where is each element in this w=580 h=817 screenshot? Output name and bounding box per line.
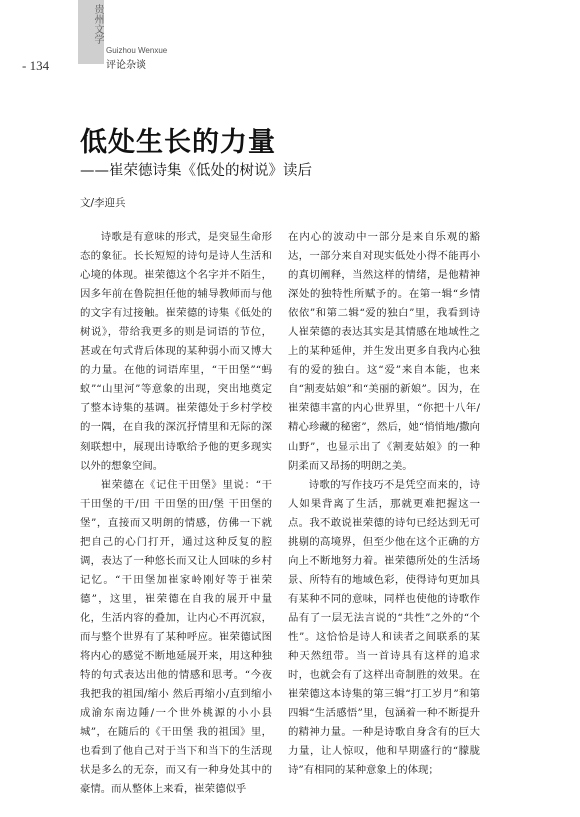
- paragraph: 崔荣德在《记住干田堡》里说：“干干田堡的干/田 干田堡的田/堡 干田堡的堡”，直接而又明朗的情感，仿佛一下就把自己的心门打开，通过这种反复的腔调，表达了一种悠长而又让人回味的乡村记忆。“干田堡加崔家岭刚好等于崔荣德”，这里，崔荣德在自我的展开中量化，生活内容的叠加，让内心不再沉寂，而与整个世界有了某种呼应。崔荣德试图将内心的感觉不断地延展开来，用这种独特的句式表达出他的情感和思考。“今夜 我把我的祖国/缩小 然后再缩小/直到缩小成渝东南边陲/一个世外桃源的小小县城”，在随后的《干田堡 我的祖国》里，也看到了他自己对于当下和当下的生活现状是多么的无奈，而又有一种身处其中的豪情。而从整体上来看，崔荣德似乎: [80, 478, 272, 796]
- page-number: - 134: [22, 58, 50, 73]
- body-column-right: [288, 228, 480, 780]
- journal-logo: 贵州文学: [92, 4, 103, 44]
- paragraph: 诗歌的写作技巧不是凭空而来的，诗人如果背离了生活，那就更难把握这一点。我不敢说崔荣德的诗句已经达到无可挑剔的高境界，但至少他在这个正确的方向上不断地努力着。崔荣德所处的生活场景、所特有的地域色彩，使得诗句更加具有某种不同的意味，同样也使他的诗歌作品有了一层无法言说的“共性”之外的“个性”。这恰恰是诗人和读者之间联系的某种天然纽带。当一首诗具有这样的追求时，也就会有了这样出奇制胜的效果。在崔荣德这本诗集的第三辑“打工岁月”和第四辑“生活感悟”里，包涵着一种不断提升的精神力量。一种是诗歌自身含有的巨大力量，让人惊叹，他和早期盛行的“朦胧诗”有相同的某种意象上的体现；: [288, 478, 480, 777]
- article-subtitle: ——崔荣德诗集《低处的树说》读后: [80, 163, 312, 179]
- body-column-left: [80, 228, 272, 799]
- section-name: 评论杂谈: [106, 60, 146, 71]
- article-title: 低处生长的力量: [80, 127, 276, 158]
- paragraph: 在内心的波动中一部分是来自乐观的豁达，一部分来自对现实低处小得不能再小的真切阐释，当然这样的情绪，是他精神深处的独特性所赋予的。在第一辑“乡情依依”和第二辑“爱的独白”里，我看到诗人崔荣德的表达其实是其情感在地域性之上的某种延伸，并生发出更多自我内心独有的爱的独白。这“爱”来自本能，也来自“割麦姑娘”和“美丽的新娘”。因为，在崔荣德丰富的内心世界里，“你把十八年/精心珍藏的秘密”，然后，她“悄悄地/撒向山野”，也显示出了《割麦姑娘》的一种阴柔而又昂扬的明朗之美。: [288, 231, 480, 472]
- paragraph: 诗歌是有意味的形式，是突显生命形态的象征。长长短短的诗句是诗人生活和心境的体现。崔荣德这个名字并不陌生，因多年前在鲁院担任他的辅导教师而与他的文字有过接触。崔荣德的诗集《低处的树说》，带给我更多的则是词语的节位，甚或在句式背后体现的某种弱小而又博大的力量。在他的词语库里，“干田堡”“蚂蚁”“山里河”等意象的出现，突出地奠定了整本诗集的基调。崔荣德处于乡村学校的一隅，在自我的深沉抒情里和无际的深刻联想中，展现出诗歌给予他的更多现实以外的想象空间。: [80, 231, 272, 472]
- journal-name-en: Guizhou Wenxue: [106, 46, 168, 55]
- article-author: 文/李迎兵: [80, 197, 126, 209]
